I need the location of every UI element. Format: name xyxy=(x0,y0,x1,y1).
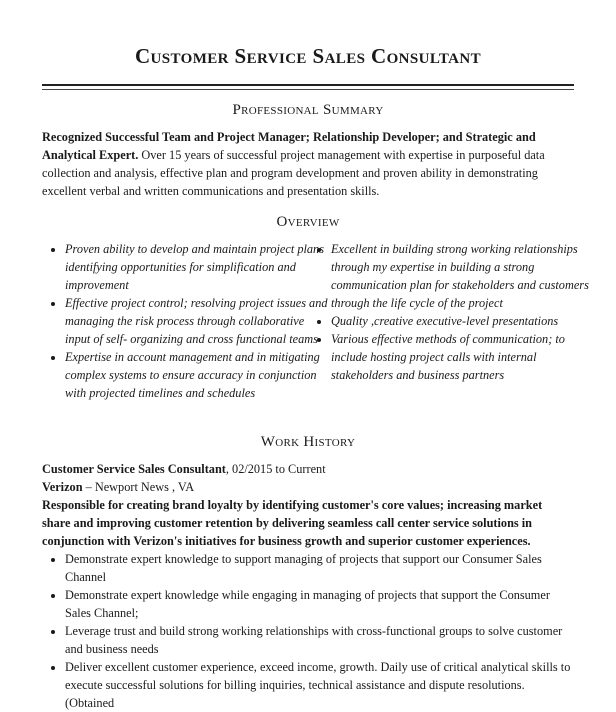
job-summary: Responsible for creating brand loyalty by identifying customer's core values; increasing market share and improving customer retention by delivering seamless call center service solutions in conjunction with Verizon's initiatives for business growth and superior customer experiences. xyxy=(42,498,543,548)
overview-item: • Excellent in building strong working relationships through my expertise in building a strong communication plan for stakeholders and customers through the life cycle of the project xyxy=(331,240,597,312)
summary-body: Over 15 years of successful project management with expertise in purposeful data collection and analysis, effective plan and program development and proven ability in demonstrating excellent verbal and written communications and presentation skills. xyxy=(42,148,545,198)
job-bullet-list xyxy=(42,550,574,712)
overview-left-list xyxy=(42,240,331,402)
job-bullet: • Leverage trust and build strong working relationships with cross-functional groups to solve customer and business needs xyxy=(65,622,574,658)
header-rule-thick xyxy=(42,84,574,86)
resume-name: Customer Service Sales Consultant xyxy=(134,44,482,68)
work-history-heading: Work History xyxy=(260,434,356,450)
overview-item: • Proven ability to develop and maintain project plans identifying opportunities for simplification and improvement xyxy=(65,240,331,294)
job-bullet: • Demonstrate expert knowledge while engaging in managing of projects that support the Consumer Sales Channel; xyxy=(65,586,574,622)
overview-item: • Expertise in account management and in mitigating complex systems to ensure accuracy in conjunction with projected timelines and schedules xyxy=(65,348,331,402)
job-bullet: • Deliver excellent customer experience, exceed income, growth. Daily use of critical analytical skills to execute successful solutions for billing inquiries, technical assistance and dispute resolutions. (Obtained xyxy=(65,658,574,712)
overview-heading: Overview xyxy=(276,214,340,230)
overview-item: • Various effective methods of communication; to include hosting project calls with internal stakeholders and business partners xyxy=(331,330,597,384)
job-company-line xyxy=(42,478,572,496)
professional-summary-text xyxy=(42,128,572,200)
overview-item: • Quality ,creative executive-level presentations xyxy=(331,312,597,330)
job-bullet: • Demonstrate expert knowledge to support managing of projects that support our Consumer Sales Channel xyxy=(65,550,574,586)
job-dates: , 02/2015 to Current xyxy=(225,462,326,476)
overview-right-list xyxy=(308,240,597,384)
header-rule-thin xyxy=(42,89,574,90)
overview-item: • Effective project control; resolving project issues and managing the risk process through collaborative input of self- organizing and cross functional teams xyxy=(65,294,331,348)
job-title: Customer Service Sales Consultant xyxy=(42,462,226,476)
summary-bold-intro: Recognized Successful Team and Project Manager; Relationship Developer; and Strategic and Analytical Expert. xyxy=(42,130,536,162)
job-location: – Newport News , VA xyxy=(82,480,195,494)
job-title-line xyxy=(42,460,572,478)
job-company: Verizon xyxy=(42,480,83,494)
professional-summary-heading: Professional Summary xyxy=(232,102,384,118)
